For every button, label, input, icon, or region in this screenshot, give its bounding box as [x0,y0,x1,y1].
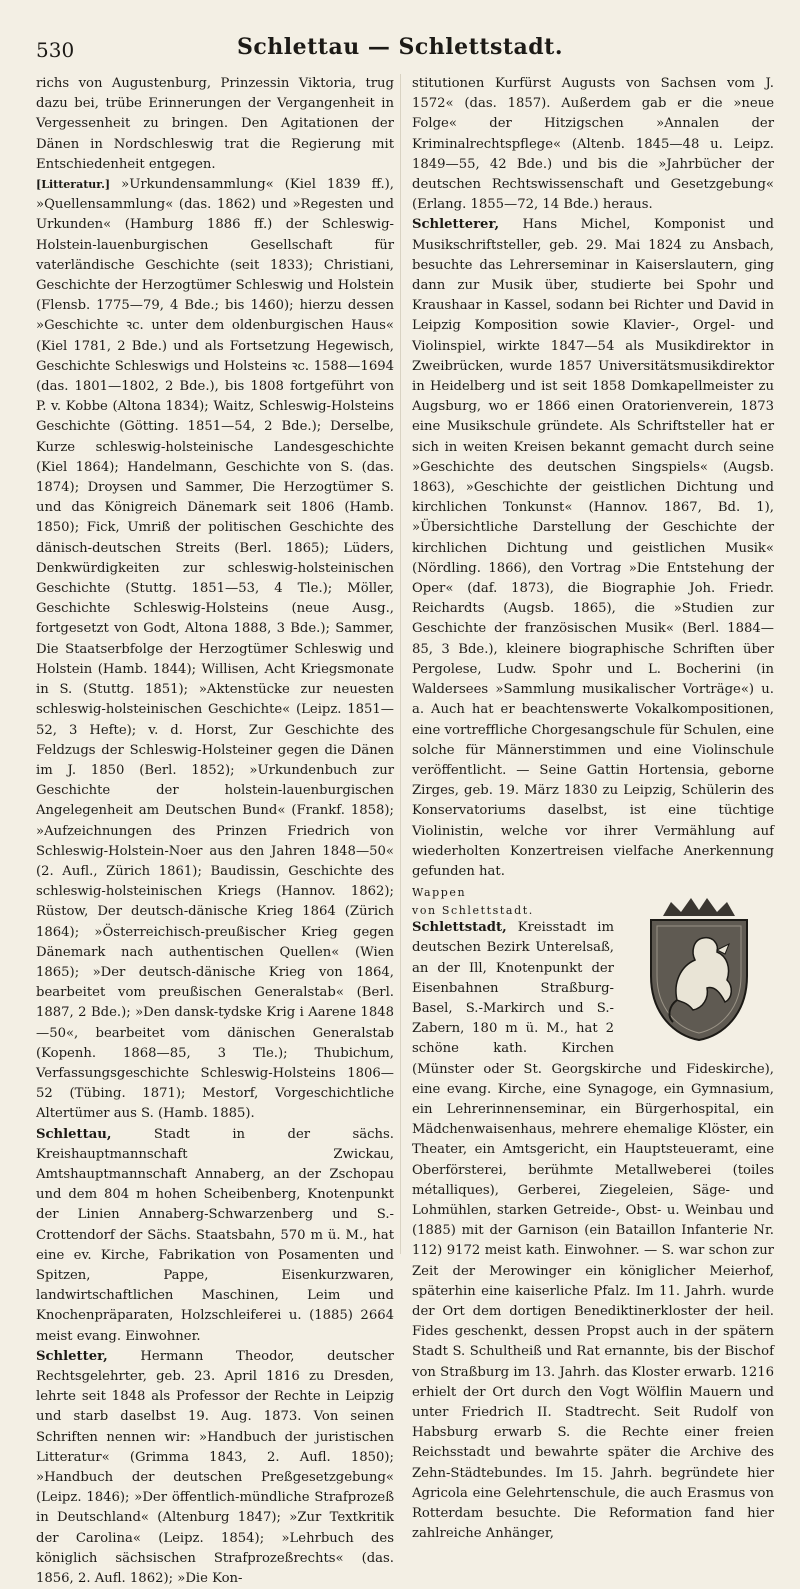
headword-schletter: Schletter, [36,1348,108,1364]
entry-schletterer [412,215,774,882]
page-header [36,34,764,66]
literature-text: »Urkundensammlung« (Kiel 1839 ff.), »Quellensammlung« (das. 1862) und »Regesten und Urkunden« (Hamburg 1886 ff.) der Schleswig-Holstein-lauenburgischen Gesellschaft für vaterländische Geschichte (seit 1833); Christiani, Geschichte der Herzogtümer Schleswig und Holstein (Flensb. 1775—79, 4 Bde.; bis 1460); hierzu dessen »Geschichte ꝛc. unter dem oldenburgischen Haus« (Kiel 1781, 2 Bde.) und als Fortsetzung Hegewisch, Geschichte Schleswigs und Holsteins ꝛc. 1588—1694 (das. 1801—1802, 2 Bde.), bis 1808 fortgeführt von P. v. Kobbe (Altona 1834); Waitz, Schleswig-Holsteins Geschichte (Götting. 1851—54, 2 Bde.); Derselbe, Kurze schleswig-holsteinische Landesgeschichte (Kiel 1864); Handelmann, Geschichte von S. (das. 1874); Droysen und Sammer, Die Herzogtümer S. und das Königreich Dänemark seit 1806 (Hamb. 1850); Fick, Umriß der politischen Geschichte des dänisch-deutschen Streits (Berl. 1865); Lüders, Denkwürdigkeiten zur schleswig-holsteinischen Geschichte (Stuttg. 1851—53, 4 Tle.); Möller, Geschichte Schleswig-Holsteins (neue Ausg., fortgesetzt von Godt, Altona 1888, 3 Bde.); Sammer, Die Staatserbfolge der Herzogtümer Schleswig und Holstein (Hamb. 1844); Willisen, Acht Kriegsmonate in S. (Stuttg. 1851); »Aktenstücke zur neuesten schleswig-holsteinischen Geschichte« (Leipz. 1851—52, 3 Hefte); v. d. Horst, Zur Geschichte des Feldzugs der Schleswig-Holsteiner gegen die Dänen im J. 1850 (Berl. 1852); »Urkundenbuch zur Geschichte der holstein-lauenburgischen Angelegenheit am Deutschen Bund« (Frankf. 1858); »Aufzeichnungen des Prinzen Friedrich von Schleswig-Holstein-Noer aus den Jahren 1848—50« (2. Aufl., Zürich 1861); Baudissin, Geschichte des schleswig-holsteinischen Kriegs (Hannov. 1862); Rüstow, Der deutsch-dänische Krieg 1864 (Zürich 1864); »Österreichisch-preußischer Krieg gegen Dänemark nach authentischen Quellen« (Wien 1865); »Der deutsch-dänische Krieg von 1864, bearbeitet vom preußischen Generalstab« (Berl. 1887, 2 Bde.); »Den dansk-tydske Krig i Aarene 1848—50«, bearbeitet vom dänischen Generalstab (Kopenh. 1868—85, 3 Tle.); Thubichum, Verfassungsgeschichte Schleswig-Holsteins 1806—52 (Tübing. 1871); Mestorf, Vorgeschichtliche Altertümer aus S. (Hamb. 1885). [36,177,394,1122]
running-title: Schlettau — Schlettstadt. [237,34,563,60]
headword-schlettstadt: Schlettstadt, [412,920,507,936]
coat-of-arms-figure [624,890,774,1051]
paragraph-literature [36,175,394,1125]
figure-caption-line-2: von Schlettstadt. [412,904,534,918]
literature-label: [Litteratur.] [36,178,111,192]
entry-schletter-text: Hermann Theodor, deutscher Rechtsgelehrter, geb. 23. April 1816 zu Dresden, lehrte seit 1848 als Professor der Rechte in Leipzig und starb daselbst 19. Aug. 1873. Von seinen Schriften nennen wir: »Handbuch der juristischen Litteratur« (Grimma 1843, 2. Aufl. 1850); »Handbuch der deutschen Preßgesetzgebung« (Leipz. 1846); »Der öffentlich-mündliche Strafprozeß in Deutschland« (Altenburg 1847); »Zur Textkritik der Carolina« (Leipz. 1854); »Lehrbuch des königlich sächsischen Strafprozeßrechts« (das. 1856, 2. Aufl. 1862); »Die Kon- [36,1348,394,1587]
right-column [412,74,774,1544]
coat-of-arms-icon [633,890,765,1044]
paragraph-continuation-right: stitutionen Kurfürst Augusts von Sachsen vom J. 1572« (das. 1857). Außerdem gab er die »neue Folge« der Hitzigschen »Annalen der Kriminalrechtspflege« (Altenb. 1845—48 u. Leipz. 1849—55, 42 Bde.) und bis die »Jahrbücher der deutschen Rechtswissenschaft und Gesetzgebung« (Erlang. 1855—72, 14 Bde.) heraus. [412,76,774,213]
headword-schlettau: Schlettau, [36,1126,112,1142]
column-divider [400,74,401,1254]
entry-schletterer-text: Hans Michel, Komponist und Musikschriftsteller, geb. 29. Mai 1824 zu Ansbach, besuchte das Lehrerseminar in Kaiserslautern, ging dann zur Musik über, studierte bei Spohr und Kraushaar in Kassel, sodann bei Richter und David in Leipzig Komposition sowie Klavier-, Orgel- und Violinspiel, wirkte 1847—54 als Musikdirektor in Zweibrücken, wurde 1857 Universitätsmusikdirektor in Heidelberg und ist seit 1858 Domkapellmeister zu Augsburg, wo er 1866 einen Oratorienverein, 1873 eine Musikschule gründete. Als Schriftsteller hat er sich in weiten Kreisen bekannt gemacht durch seine »Geschichte des deutschen Singspiels« (Augsb. 1863), »Geschichte der geistlichen Dichtung und kirchlichen Tonkunst« (Hannov. 1867, Bd. 1), »Übersichtliche Darstellung der Geschichte der kirchlichen Dichtung und geistlichen Musik« (Nördling. 1866), den Vortrag »Die Entstehung der Oper« (daf. 1873), die Biographie Joh. Friedr. Reichardts (Augsb. 1865), die »Studien zur Geschichte der französischen Musik« (Berl. 1884—85, 3 Bde.), kleinere biographische Schriften über Pergolese, Ludw. Spohr und L. Bocherini (in Waldersees »Sammlung musikalischer Vorträge«) u. a. Auch hat er beachtenswerte Vokalkompositionen, eine vortreffliche Chorgesangschule für Schulen, eine solche für Männerstimmen und eine Violinschule veröffentlicht. — Seine Gattin Hortensia, geborne Zirges, geb. 19. März 1830 zu Leipzig, Schülerin des Konservatoriums daselbst, ist eine tüchtige Violinistin, welche vor ihrer Vermählung auf wiederholten Konzertreisen vielfache Anerkennung gefunden hat. [412,217,774,879]
paragraph-continuation: richs von Augustenburg, Prinzessin Viktoria, trug dazu bei, trübe Erinnerungen der Vergangenheit in Vergessenheit zu bringen. Den Agitationen der Dänen in Nordschleswig trat die Regierung mit Entschiedenheit entgegen. [36,76,394,172]
figure-caption-line-1: Wappen [412,886,467,900]
entry-schlettau [36,1125,394,1347]
left-column [36,74,394,1589]
entry-schlettstadt-text: Kreisstadt im deutschen Bezirk Unterelsaß, an der Ill, Knotenpunkt der Eisenbahnen Straßburg-Basel, S.-Markirch und S.-Zabern, 180 m ü. M., hat 2 schöne kath. Kirchen (Münster oder St. Georgskirche und Fideskirche), eine evang. Kirche, eine Synagoge, ein Gymnasium, ein Lehrerinnenseminar, ein Bürgerhospital, ein Mädchenwaisenhaus, mehrere ehemalige Klöster, ein Theater, ein Amtsgericht, ein Hauptsteueramt, eine Oberförsterei, berühmte Metallweberei (toiles métalliques), Gerberei, Ziegeleien, Säge- und Lohmühlen, starken Getreide-, Obst- u. Weinbau und (1885) mit der Garnison (ein Bataillon Infanterie Nr. 112) 9172 meist kath. Einwohner. — S. war schon zur Zeit der Merowinger ein königlicher Meierhof, späterhin eine kaiserliche Pfalz. Im 11. Jahrh. wurde der Ort dem dortigen Benediktinerkloster der heil. Fides geschenkt, dessen Propst auch in der spätern Stadt S. Schultheiß und Rat ernannte, bis der Bischof von Straßburg im 13. Jahrh. das Kloster erwarb. 1216 erhielt der Ort durch den Vogt Wölflin Mauern und unter Friedrich II. Stadtrecht. Seit Rudolf von Habsburg erwarb S. die Rechte einer freien Reichsstadt und bewahrte später die Archive des Zehn-Städtebundes. Im 15. Jahrh. begründete hier Agricola eine Gelehrtenschule, die auch Erasmus von Rotterdam besuchte. Die Reformation fand hier zahlreiche Anhänger, [412,920,774,1542]
page-number: 530 [36,38,75,62]
entry-schlettau-text: Stadt in der sächs. Kreishauptmannschaft Zwickau, Amtshauptmannschaft Annaberg, an der Zschopau und dem 804 m hohen Scheibenberg, Knotenpunkt der Linien Annaberg-Schwarzenberg und S.-Crottendorf der Sächs. Staatsbahn, 570 m ü. M., hat eine ev. Kirche, Fabrikation von Posamenten und Spitzen, Pappe, Eisenkurzwaren, landwirtschaftlichen Maschinen, Leim und Knochenpräparaten, Holzschleiferei u. (1885) 2664 meist evang. Einwohner. [36,1126,394,1344]
headword-schletterer: Schletterer, [412,217,500,233]
entry-schletter [36,1347,394,1589]
